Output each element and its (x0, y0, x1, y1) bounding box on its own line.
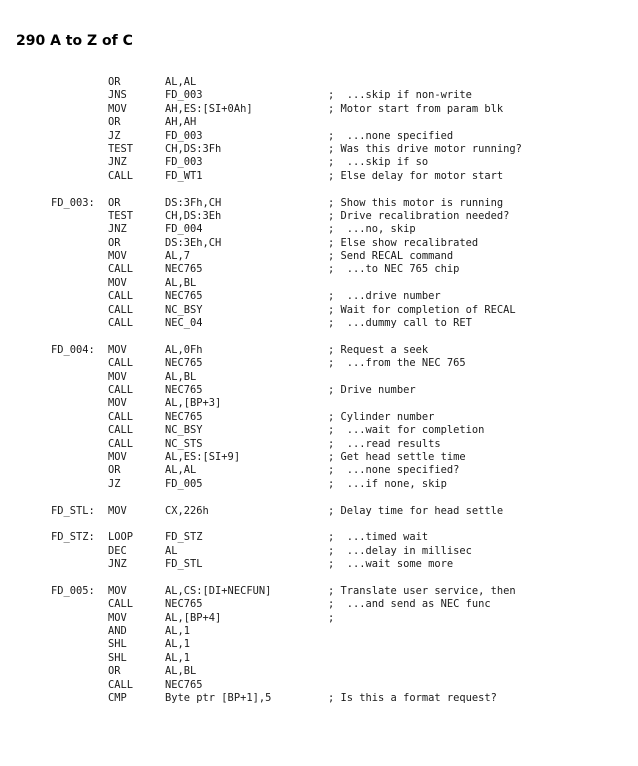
code-line (0, 571, 638, 584)
line-label: FD_STZ: (51, 531, 95, 544)
code-line (0, 397, 638, 410)
opcode: CALL (108, 317, 134, 330)
code-line (0, 371, 638, 384)
operands: FD_004 (165, 223, 203, 236)
opcode: CALL (108, 263, 134, 276)
comment: ; ...delay in millisec (328, 544, 472, 557)
code-line (0, 612, 638, 625)
comment: ; ...read results (328, 437, 441, 450)
code-line (0, 250, 638, 263)
code-line (0, 585, 638, 598)
opcode: MOV (108, 250, 127, 263)
code-line (0, 263, 638, 276)
comment: ; Cylinder number (328, 410, 435, 423)
operands: NEC765 (165, 290, 203, 303)
operands: NEC765 (165, 383, 203, 396)
comment: ; ...from the NEC 765 (328, 357, 466, 370)
code-line (0, 598, 638, 611)
opcode: MOV (108, 276, 127, 289)
code-line (0, 478, 638, 491)
operands: AL,AL (165, 464, 197, 477)
comment: ; ...none specified? (328, 464, 460, 477)
comment: ; Get head settle time (328, 450, 466, 463)
opcode: JNZ (108, 223, 127, 236)
code-line (0, 170, 638, 183)
operands: AL,BL (165, 276, 197, 289)
opcode: OR (108, 665, 121, 678)
operands: AL,[BP+4] (165, 611, 222, 624)
comment: ; Is this a format request? (328, 691, 497, 704)
operands: CX,226h (165, 504, 209, 517)
code-line (0, 451, 638, 464)
operands: DS:3Eh,CH (165, 236, 222, 249)
code-line (0, 625, 638, 638)
code-line (0, 438, 638, 451)
code-line (0, 531, 638, 544)
code-line (0, 89, 638, 102)
line-label: FD_005: (51, 584, 95, 597)
comment: ; Was this drive motor running? (328, 142, 522, 155)
comment: ; Delay time for head settle (328, 504, 504, 517)
opcode: MOV (108, 102, 127, 115)
line-label: FD_004: (51, 343, 95, 356)
page-header: 290 A to Z of C (16, 33, 133, 49)
comment: ; Show this motor is running (328, 196, 504, 209)
operands: FD_005 (165, 477, 203, 490)
opcode: CALL (108, 410, 134, 423)
opcode: CALL (108, 437, 134, 450)
operands: NC_BSY (165, 424, 203, 437)
operands: NC_BSY (165, 303, 203, 316)
comment: ; ...dummy call to RET (328, 317, 472, 330)
comment: ; Else delay for motor start (328, 169, 504, 182)
code-line (0, 491, 638, 504)
operands: AH,ES:[SI+0Ah] (165, 102, 253, 115)
operands: AL,0Fh (165, 343, 203, 356)
operands: AL,BL (165, 665, 197, 678)
code-line (0, 652, 638, 665)
code-line (0, 197, 638, 210)
comment: ; ...to NEC 765 chip (328, 263, 460, 276)
opcode: TEST (108, 142, 134, 155)
comment: ; Wait for completion of RECAL (328, 303, 516, 316)
code-line (0, 505, 638, 518)
operands: AL,7 (165, 250, 191, 263)
line-label: FD_003: (51, 196, 95, 209)
opcode: MOV (108, 397, 127, 410)
comment: ; ...skip if so (328, 156, 429, 169)
opcode: CALL (108, 303, 134, 316)
code-line (0, 638, 638, 651)
comment: ; Drive recalibration needed? (328, 209, 510, 222)
code-line (0, 277, 638, 290)
operands: FD_003 (165, 156, 203, 169)
opcode: AND (108, 625, 127, 638)
operands: AL,ES:[SI+9] (165, 450, 241, 463)
code-line (0, 143, 638, 156)
comment: ; Drive number (328, 383, 416, 396)
opcode: SHL (108, 651, 127, 664)
comment: ; ...no, skip (328, 223, 416, 236)
opcode: JZ (108, 477, 121, 490)
code-line (0, 330, 638, 343)
comment: ; ...none specified (328, 129, 454, 142)
comment: ; (328, 611, 335, 624)
operands: FD_003 (165, 89, 203, 102)
code-line (0, 76, 638, 89)
operands: AL,[BP+3] (165, 397, 222, 410)
code-line (0, 344, 638, 357)
operands: FD_STL (165, 558, 203, 571)
comment: ; Translate user service, then (328, 584, 516, 597)
operands: CH,DS:3Eh (165, 209, 222, 222)
operands: Byte ptr [BP+1],5 (165, 691, 272, 704)
code-line (0, 665, 638, 678)
code-line (0, 558, 638, 571)
operands: AL,1 (165, 651, 191, 664)
operands: CH,DS:3Fh (165, 142, 222, 155)
operands: FD_WT1 (165, 169, 203, 182)
opcode: CALL (108, 424, 134, 437)
code-line (0, 692, 638, 705)
code-line (0, 411, 638, 424)
opcode: CALL (108, 383, 134, 396)
opcode: CALL (108, 598, 134, 611)
opcode: LOOP (108, 531, 134, 544)
comment: ; Send RECAL command (328, 250, 454, 263)
opcode: MOV (108, 584, 127, 597)
operands: AH,AH (165, 116, 197, 129)
opcode: CALL (108, 357, 134, 370)
opcode: MOV (108, 343, 127, 356)
code-line (0, 223, 638, 236)
code-line (0, 304, 638, 317)
opcode: CALL (108, 678, 134, 691)
opcode: OR (108, 196, 121, 209)
code-line (0, 290, 638, 303)
comment: ; ...timed wait (328, 531, 429, 544)
code-line (0, 384, 638, 397)
operands: AL,CS:[DI+NECFUN] (165, 584, 272, 597)
operands: NEC765 (165, 410, 203, 423)
opcode: MOV (108, 370, 127, 383)
code-line (0, 518, 638, 531)
comment: ; ...and send as NEC func (328, 598, 491, 611)
opcode: CALL (108, 290, 134, 303)
opcode: JNS (108, 89, 127, 102)
code-line (0, 116, 638, 129)
opcode: CMP (108, 691, 127, 704)
operands: NEC_04 (165, 317, 203, 330)
opcode: OR (108, 116, 121, 129)
comment: ; ...skip if non-write (328, 89, 472, 102)
opcode: OR (108, 76, 121, 88)
opcode: DEC (108, 544, 127, 557)
operands: NEC765 (165, 263, 203, 276)
code-line (0, 210, 638, 223)
operands: NEC765 (165, 357, 203, 370)
code-line (0, 317, 638, 330)
opcode: OR (108, 464, 121, 477)
opcode: MOV (108, 450, 127, 463)
opcode: JNZ (108, 558, 127, 571)
code-line (0, 156, 638, 169)
code-line (0, 130, 638, 143)
code-line (0, 237, 638, 250)
comment: ; Motor start from param blk (328, 102, 504, 115)
opcode: SHL (108, 638, 127, 651)
comment: ; ...if none, skip (328, 477, 447, 490)
line-label: FD_STL: (51, 504, 95, 517)
comment: ; ...wait for completion (328, 424, 485, 437)
opcode: JNZ (108, 156, 127, 169)
opcode: MOV (108, 504, 127, 517)
code-listing (0, 76, 638, 705)
comment: ; Else show recalibrated (328, 236, 479, 249)
code-line (0, 464, 638, 477)
comment: ; ...drive number (328, 290, 441, 303)
opcode: MOV (108, 611, 127, 624)
code-line (0, 424, 638, 437)
operands: DS:3Fh,CH (165, 196, 222, 209)
operands: AL,BL (165, 370, 197, 383)
comment: ; Request a seek (328, 343, 429, 356)
opcode: JZ (108, 129, 121, 142)
code-line (0, 679, 638, 692)
code-line (0, 545, 638, 558)
operands: AL (165, 544, 178, 557)
opcode: CALL (108, 169, 134, 182)
operands: FD_STZ (165, 531, 203, 544)
operands: AL,AL (165, 76, 197, 88)
opcode: TEST (108, 209, 134, 222)
operands: NEC765 (165, 598, 203, 611)
code-line (0, 103, 638, 116)
operands: AL,1 (165, 625, 191, 638)
comment: ; ...wait some more (328, 558, 454, 571)
operands: AL,1 (165, 638, 191, 651)
opcode: OR (108, 236, 121, 249)
code-line (0, 183, 638, 196)
operands: NEC765 (165, 678, 203, 691)
code-line (0, 357, 638, 370)
operands: NC_STS (165, 437, 203, 450)
operands: FD_003 (165, 129, 203, 142)
